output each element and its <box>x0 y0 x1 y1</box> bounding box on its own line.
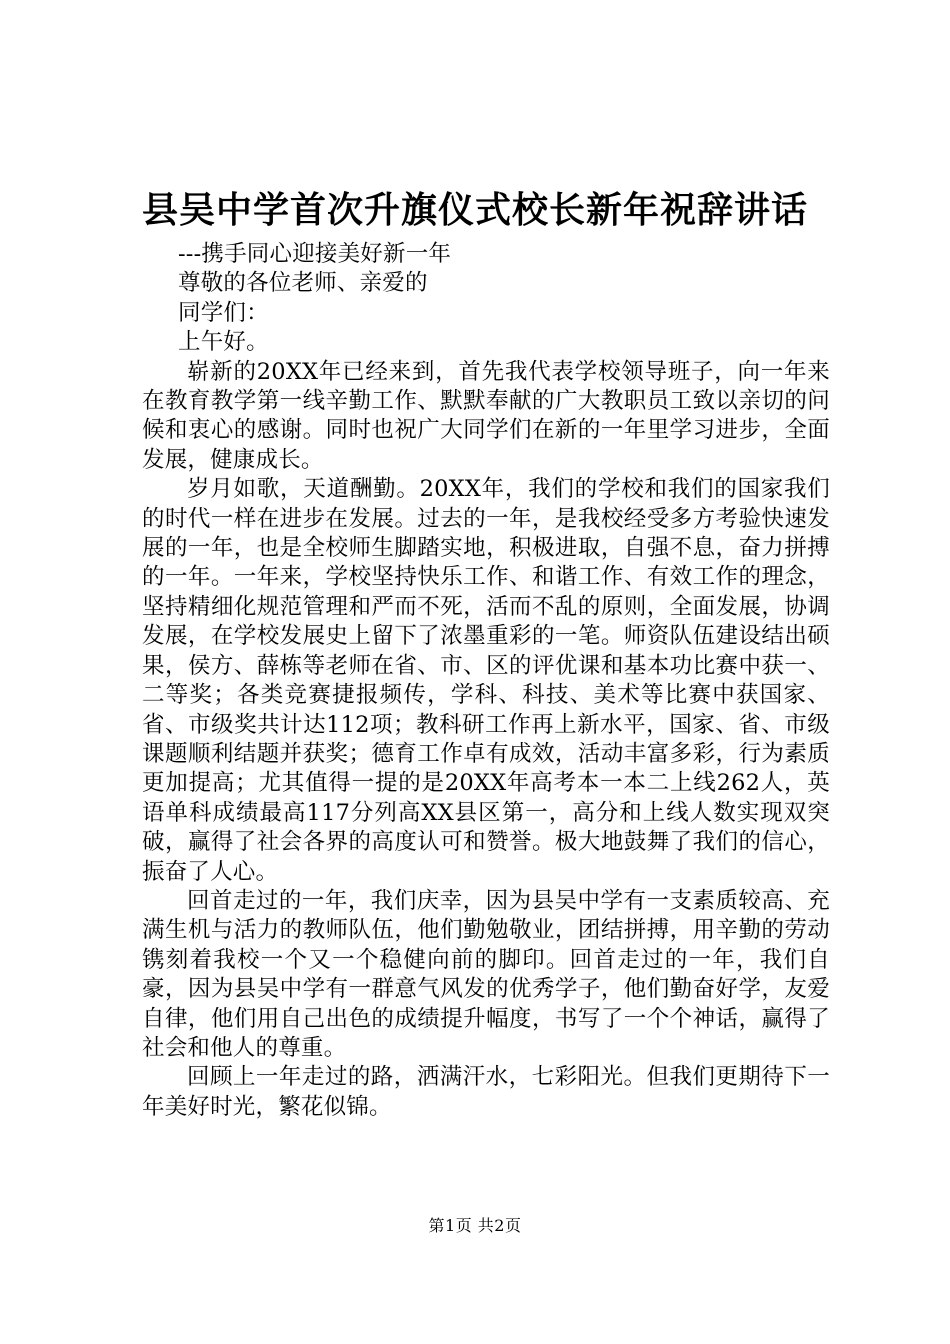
salutation-line-2: 同学们： <box>178 299 269 326</box>
paragraph-new-year: 崭新的20XX年已经来到，首先我代表学校领导班子，向一年来在教育教学第一线辛勤工作、默默奉献的广大教职员工致以亲切的问候和衷心的感谢。同时也祝广大同学们在新的一年里学习进步，全面发展，健康成长。 <box>142 358 830 473</box>
greeting: 上午好。 <box>178 329 269 356</box>
salutation-line-1: 尊敬的各位老师、亲爱的 <box>178 270 428 297</box>
document-body <box>142 240 830 1122</box>
paragraph-reflection: 回首走过的一年，我们庆幸，因为县吴中学有一支素质较高、充满生机与活力的教师队伍，他们勤勉敬业，团结拼搏，用辛勤的劳动镌刻着我校一个又一个稳健向前的脚印。回首走过的一年，我们自豪，因为县吴中学有一群意气风发的优秀学子，他们勤奋好学，友爱自律，他们用自己出色的成绩提升幅度，书写了一个个神话，赢得了社会和他人的尊重。 <box>142 887 830 1061</box>
paragraph-outlook: 回顾上一年走过的路，洒满汗水，七彩阳光。但我们更期待下一年美好时光，繁花似锦。 <box>142 1064 830 1120</box>
document-title: 县吴中学首次升旗仪式校长新年祝辞讲话 <box>141 189 808 231</box>
paragraph-achievements: 岁月如歌，天道酬勤。20XX年，我们的学校和我们的国家我们的时代一样在进步在发展。过去的一年，是我校经受多方考验快速发展的一年，也是全校师生脚踏实地，积极进取，自强不息，奋力拼搏的一年。一年来，学校坚持快乐工作、和谐工作、有效工作的理念，坚持精细化规范管理和严而不死，活而不乱的原则，全面发展，协调发展，在学校发展史上留下了浓墨重彩的一笔。师资队伍建设结出硕果，侯方、薛栋等老师在省、市、区的评优课和基本功比赛中获一、二等奖；各类竞赛捷报频传，学科、科技、美术等比赛中获国家、省、市级奖共计达112项；教科研工作再上新水平，国家、省、市级课题顺利结题并获奖；德育工作卓有成效，活动丰富多彩，行为素质更加提高；尤其值得一提的是20XX年高考本一本二上线262人，英语单科成绩最高117分列高XX县区第一，高分和上线人数实现双突破，赢得了社会各界的高度认可和赞誉。极大地鼓舞了我们的信心，振奋了人心。 <box>142 476 830 885</box>
subtitle: ---携手同心迎接美好新一年 <box>178 241 452 267</box>
page-number-footer: 第1页 共2页 <box>428 1216 522 1235</box>
